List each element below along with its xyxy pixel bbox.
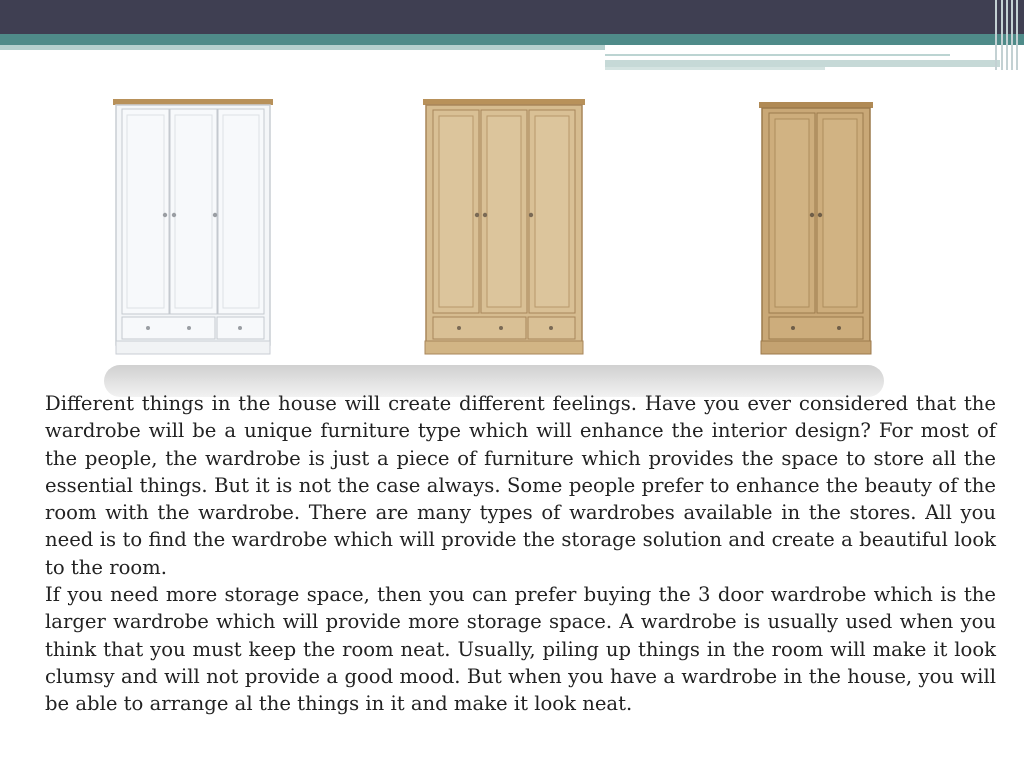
header-accent-line (605, 54, 950, 56)
header-stripe (995, 0, 997, 70)
header-accent-light (0, 45, 605, 50)
white-wardrobe (113, 99, 273, 354)
header-stripe (1011, 0, 1013, 70)
paragraph: Different things in the house will create different feelings. Have you ever considered that the wardrobe will be a unique furniture type which will enhance the interior design? For most of the people, the wardrobe is just a piece of furniture which provides the space to store all the essential things. But it is not the case always. Some people prefer to enhance the beauty of the room with the wardrobe. There are many types of wardrobes available in the stores. All you need is to find the wardrobe which will provide the storage solution and create a beautiful look to the room. (45, 392, 996, 579)
light-oak-wardrobe (423, 99, 585, 354)
header-stripe (1006, 0, 1008, 70)
header-accent-line (605, 67, 825, 70)
header-accent-line (605, 60, 1000, 67)
oak-wardrobe (759, 102, 873, 354)
paragraph: If you need more storage space, then you can prefer buying the 3 door wardrobe which is the larger wardrobe which will provide more storage space. A wardrobe is usually used when you think that you must keep the room neat. Usually, piling up things in the room will make it look clumsy and will not provide a good mood. But when you have a wardrobe in the house, you will be able to arrange al the things in it and make it look neat. (45, 583, 996, 716)
header-bar (0, 0, 1024, 34)
header-accent-band (0, 34, 1024, 45)
wardrobes-image (105, 85, 885, 363)
header-stripe (1001, 0, 1003, 70)
header-stripe (1016, 0, 1018, 70)
body-text (45, 390, 996, 718)
